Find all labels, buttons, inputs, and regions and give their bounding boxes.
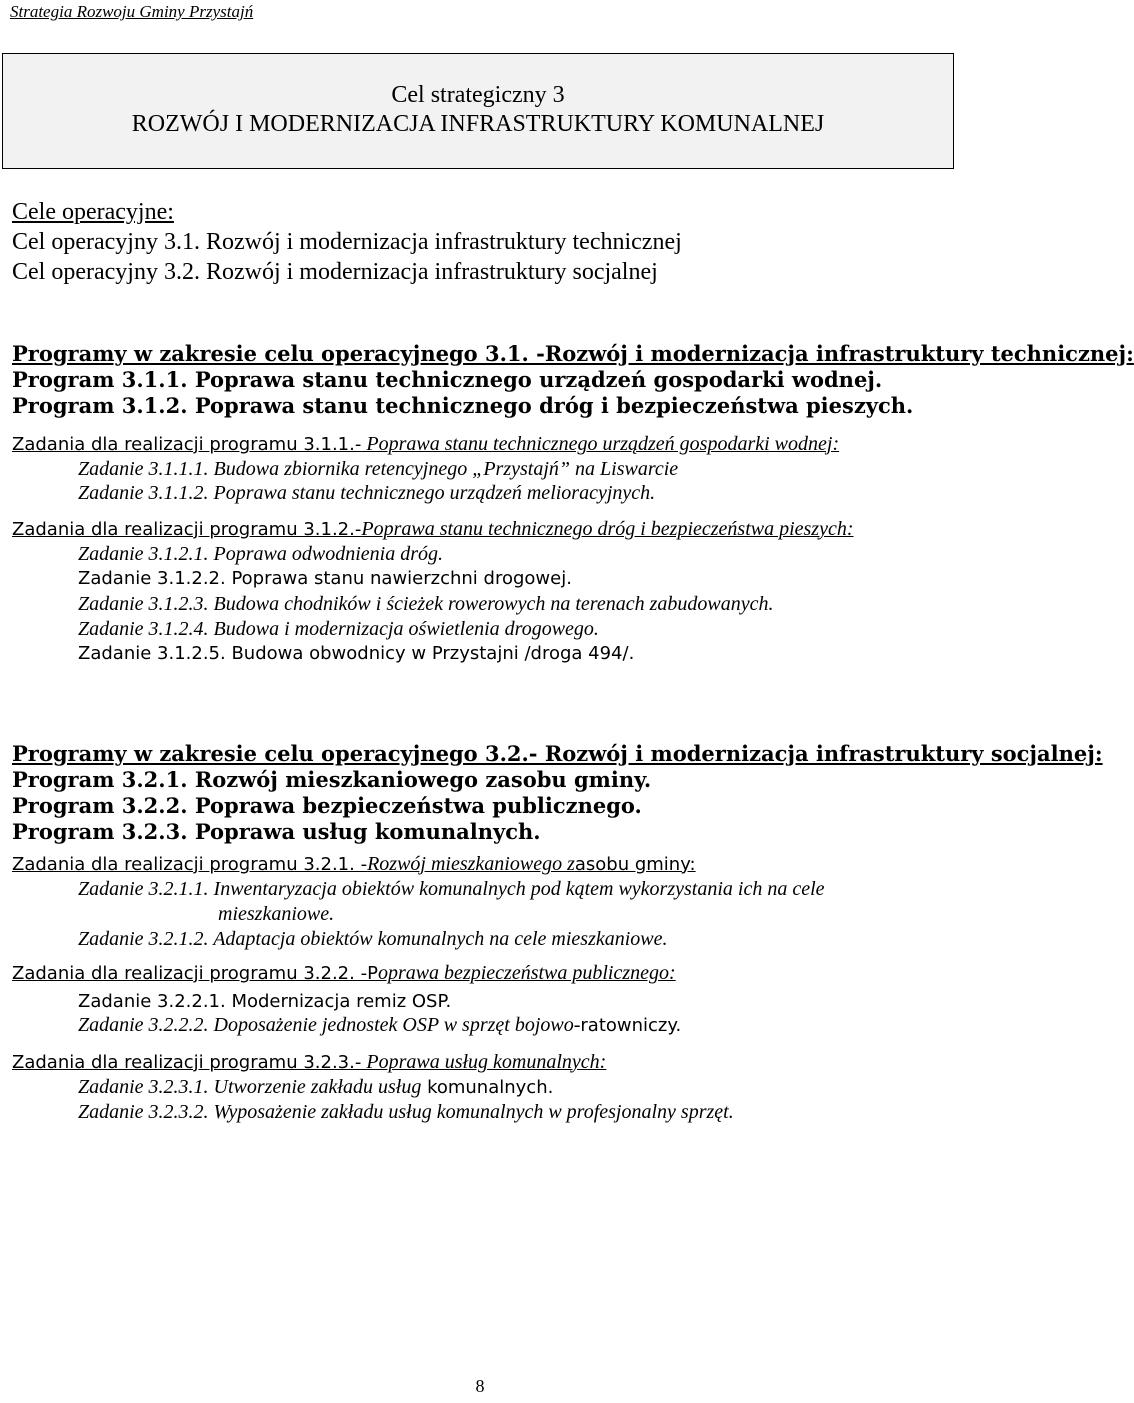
- tasks-3-2-1-title-italic: Rozwój mieszkaniowego z: [367, 853, 575, 875]
- task-3-2-1-1-continued: mieszkaniowe.: [218, 903, 335, 925]
- tasks-3-2-2-heading: [12, 962, 676, 985]
- tasks-3-1-1-heading: [12, 433, 839, 456]
- tasks-3-1-2-title: Poprawa stanu technicznego dróg i bezpieczeństwa pieszych:: [361, 518, 854, 540]
- task-3-1-2-1: Zadanie 3.1.2.1. Poprawa odwodnienia dróg.: [78, 543, 444, 565]
- program-3-1-1: Program 3.1.1. Poprawa stanu technicznego urządzeń gospodarki wodnej.: [12, 367, 883, 392]
- strategic-goal-title: ROZWÓJ I MODERNIZACJA INFRASTRUKTURY KOMUNALNEJ: [131, 111, 825, 137]
- task-3-1-2-2: Zadanie 3.1.2.2. Poprawa stanu nawierzchni drogowej.: [78, 568, 572, 589]
- document-header-title: Strategia Rozwoju Gminy Przystajń: [10, 2, 254, 21]
- program-3-1-2: Program 3.1.2. Poprawa stanu technicznego dróg i bezpieczeństwa pieszych.: [12, 393, 914, 418]
- strategic-goal-box: [2, 53, 954, 169]
- program-3-2-2: Program 3.2.2. Poprawa bezpieczeństwa publicznego.: [12, 793, 642, 818]
- program-3-2-3: Program 3.2.3. Poprawa usług komunalnych.: [12, 819, 541, 844]
- tasks-3-1-2-label: Zadania dla realizacji programu 3.1.2.-: [12, 519, 362, 540]
- page-number: 8: [475, 1376, 485, 1396]
- task-3-2-1-2: Zadanie 3.2.1.2. Adaptacja obiektów komunalnych na cele mieszkaniowe.: [78, 928, 668, 950]
- task-3-2-3-2: Zadanie 3.2.3.2. Wyposażenie zakładu usług komunalnych w profesjonalny sprzęt.: [78, 1101, 734, 1123]
- operational-goal-3-2: Cel operacyjny 3.2. Rozwój i modernizacja infrastruktury socjalnej: [12, 259, 658, 285]
- tasks-3-1-1-title: Poprawa stanu technicznego urządzeń gospodarki wodnej:: [361, 433, 840, 455]
- tasks-3-1-2-heading: [12, 518, 854, 541]
- task-3-2-3-1-text: Zadanie 3.2.3.1. Utworzenie zakładu usług: [78, 1076, 422, 1098]
- operational-goal-3-1: Cel operacyjny 3.1. Rozwój i modernizacja infrastruktury technicznej: [12, 229, 682, 255]
- task-3-2-3-1: [78, 1076, 553, 1099]
- tasks-3-2-1-title-rest: asobu gminy:: [574, 854, 696, 875]
- task-3-1-2-5: Zadanie 3.1.2.5. Budowa obwodnicy w Przystajni /droga 494/.: [78, 643, 635, 664]
- task-3-2-2-1: Zadanie 3.2.2.1. Modernizacja remiz OSP.: [78, 991, 452, 1012]
- program-3-2-1: Program 3.2.1. Rozwój mieszkaniowego zasobu gminy.: [12, 767, 652, 792]
- task-3-1-1-2: Zadanie 3.1.1.2. Poprawa stanu technicznego urządzeń melioracyjnych.: [78, 482, 656, 504]
- programs-3-2-heading: Programy w zakresie celu operacyjnego 3.2.- Rozwój i modernizacja infrastruktury socjalnej:: [12, 741, 1103, 766]
- tasks-3-2-1-label: Zadania dla realizacji programu 3.2.1. -: [12, 854, 368, 875]
- tasks-3-2-2-title: oprawa bezpieczeństwa publicznego:: [377, 962, 676, 984]
- task-3-1-2-4: Zadanie 3.1.2.4. Budowa i modernizacja oświetlenia drogowego.: [78, 618, 599, 640]
- task-3-1-2-3: Zadanie 3.1.2.3. Budowa chodników i ścieżek rowerowych na terenach zabudowanych.: [78, 593, 774, 615]
- task-3-2-1-1: Zadanie 3.2.1.1. Inwentaryzacja obiektów komunalnych pod kątem wykorzystania ich na cele: [78, 878, 825, 900]
- operational-goals-heading: Cele operacyjne:: [12, 199, 174, 225]
- task-3-2-3-1-rest: komunalnych.: [421, 1077, 554, 1098]
- tasks-3-1-1-label: Zadania dla realizacji programu 3.1.1.-: [12, 434, 362, 455]
- task-3-1-1-1: Zadanie 3.1.1.1. Budowa zbiornika retencyjnego „Przystajń” na Liswarcie: [78, 458, 679, 480]
- task-3-2-2-2: [78, 1014, 681, 1037]
- programs-3-1-heading: Programy w zakresie celu operacyjnego 3.1. -Rozwój i modernizacja infrastruktury technicznej:: [12, 341, 1134, 366]
- task-3-2-2-2-rest: ratowniczy.: [580, 1015, 682, 1036]
- strategic-goal-number: Cel strategiczny 3: [391, 82, 565, 108]
- tasks-3-2-3-title: Poprawa usług komunalnych:: [361, 1051, 607, 1073]
- tasks-3-2-3-heading: [12, 1051, 606, 1074]
- task-3-2-2-2-text: Zadanie 3.2.2.2. Doposażenie jednostek OSP w sprzęt bojowo-: [78, 1014, 581, 1036]
- tasks-3-2-1-heading: [12, 853, 696, 876]
- tasks-3-2-2-label: Zadania dla realizacji programu 3.2.2. -P: [12, 963, 378, 984]
- tasks-3-2-3-label: Zadania dla realizacji programu 3.2.3.-: [12, 1052, 362, 1073]
